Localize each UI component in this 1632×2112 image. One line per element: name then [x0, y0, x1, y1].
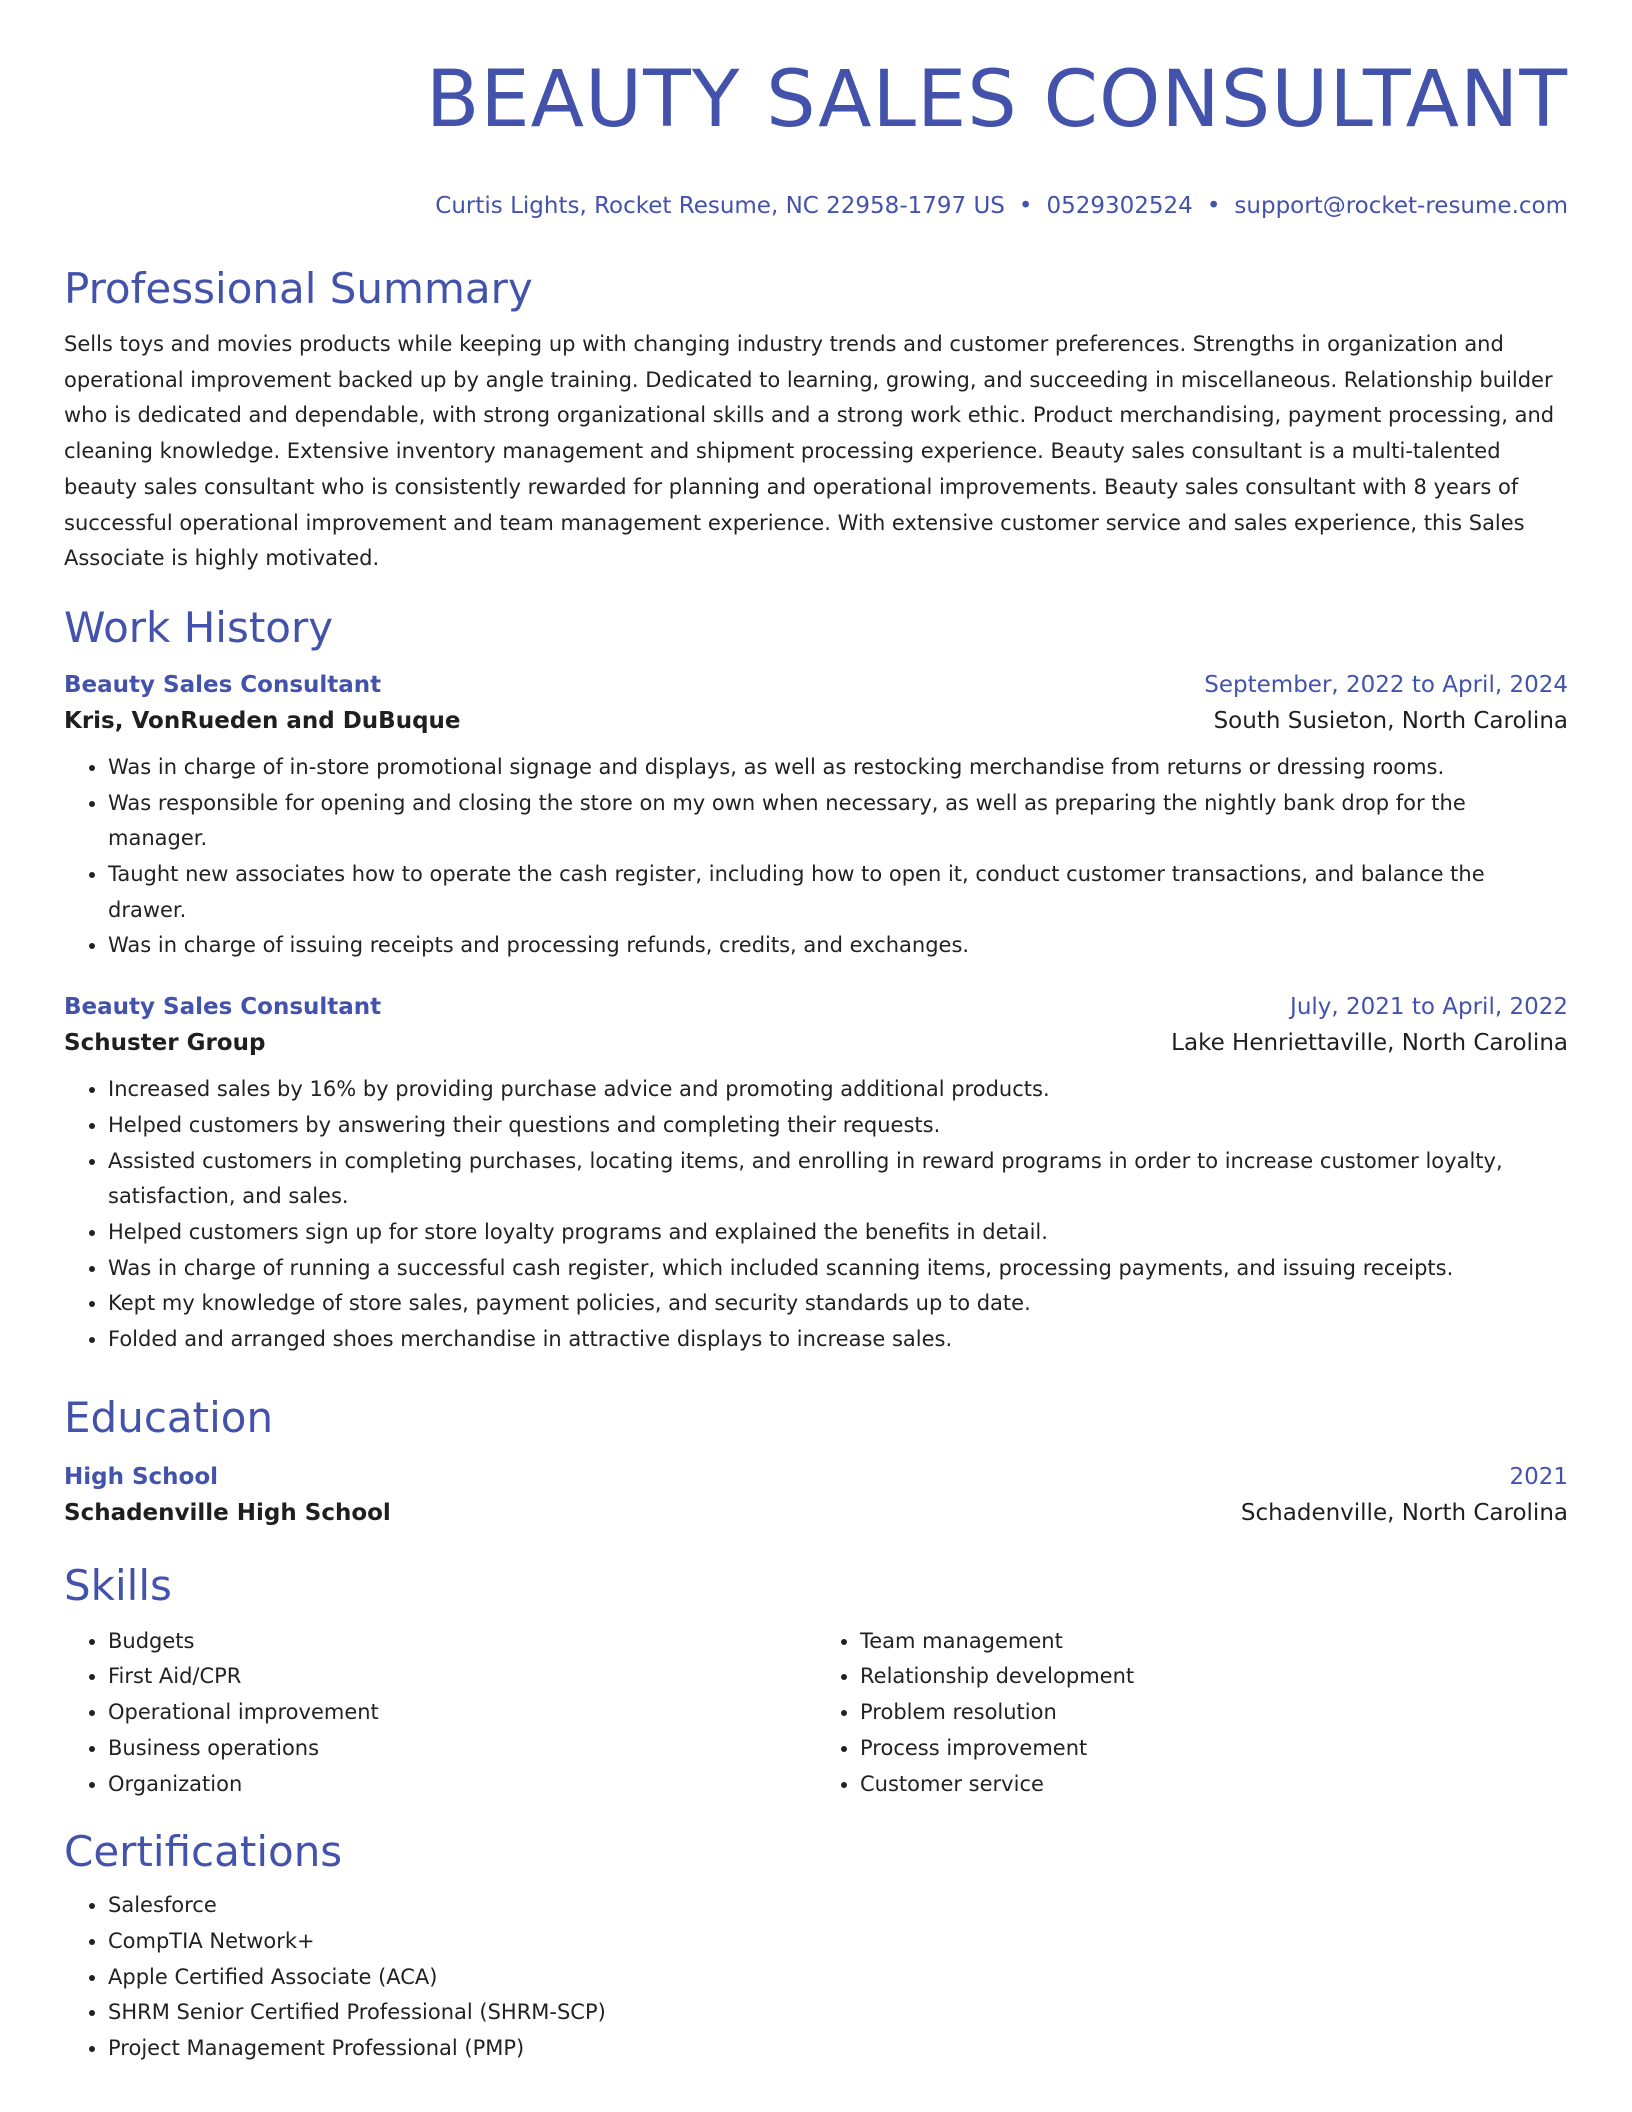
job-dates: July, 2021 to April, 2022: [1290, 994, 1568, 1021]
degree: High School: [64, 1463, 219, 1490]
contact-separator: •: [1018, 193, 1033, 219]
skills-column-left: [64, 1624, 816, 1803]
section-title-work-history: Work History: [64, 602, 334, 652]
graduation-year: 2021: [1509, 1463, 1568, 1490]
job-title: Beauty Sales Consultant: [64, 671, 382, 698]
contact-line: [64, 190, 1568, 222]
school-location: Schadenville, North Carolina: [1240, 1499, 1568, 1526]
skill-item: • Budgets: [108, 1624, 816, 1660]
job-bullets: [64, 750, 1568, 964]
candidate-title: BEAUTY SALES CONSULTANT: [425, 55, 1568, 145]
job-bullet: • Folded and arranged shoes merchandise in attractive displays to increase sales.: [108, 1322, 1568, 1358]
section-title-summary: Professional Summary: [64, 264, 533, 313]
job-bullet: • Was responsible for opening and closing the store on my own when necessary, as well as preparing the nightly bank drop for the manager.: [108, 786, 1568, 857]
certification-item: • Project Management Professional (PMP): [108, 2031, 1568, 2067]
job-location: South Susieton, North Carolina: [1213, 707, 1568, 734]
job-bullet: • Increased sales by 16% by providing purchase advice and promoting additional products.: [108, 1072, 1568, 1108]
certification-item: • CompTIA Network+: [108, 1924, 1568, 1960]
company-row: [64, 1024, 1568, 1062]
job-bullet: • Assisted customers in completing purchases, locating items, and enrolling in reward programs in order to increase customer loyalty, satisfaction, and sales.: [108, 1144, 1568, 1215]
job-title-row: [64, 990, 1568, 1024]
certifications-list: [64, 1888, 1568, 2067]
job-bullet: • Was in charge of in-store promotional signage and displays, as well as restocking merchandise from returns or dressing rooms.: [108, 750, 1568, 786]
job-location: Lake Henriettaville, North Carolina: [1171, 1030, 1568, 1057]
education-entry: [64, 1460, 1568, 1532]
company-name: Schuster Group: [64, 1030, 266, 1057]
job-title-row: [64, 668, 1568, 702]
skill-item: • Team management: [860, 1624, 1568, 1660]
job-entry: [64, 990, 1568, 1358]
section-title-education: Education: [64, 1392, 274, 1442]
certification-item: • Salesforce: [108, 1888, 1568, 1924]
skill-item: • Customer service: [860, 1767, 1568, 1803]
skill-item: • First Aid/CPR: [108, 1659, 816, 1695]
job-bullet: • Helped customers sign up for store loyalty programs and explained the benefits in detail.: [108, 1215, 1568, 1251]
job-title: Beauty Sales Consultant: [64, 994, 382, 1021]
job-bullet: • Taught new associates how to operate the cash register, including how to open it, conduct customer transactions, and balance the drawer.: [108, 857, 1568, 928]
skill-item: • Operational improvement: [108, 1695, 816, 1731]
contact-phone: 0529302524: [1046, 193, 1193, 219]
skill-item: • Organization: [108, 1767, 816, 1803]
contact-separator: •: [1206, 193, 1221, 219]
job-bullet: • Was in charge of running a successful cash register, which included scanning items, processing payments, and issuing receipts.: [108, 1251, 1568, 1287]
section-title-skills: Skills: [64, 1560, 172, 1610]
school-name: Schadenville High School: [64, 1499, 391, 1526]
job-dates: September, 2022 to April, 2024: [1204, 671, 1568, 698]
contact-email: support@rocket-resume.com: [1234, 193, 1568, 219]
skill-item: • Problem resolution: [860, 1695, 1568, 1731]
resume-header: [64, 52, 1568, 222]
certification-item: • SHRM Senior Certified Professional (SHRM-SCP): [108, 1995, 1568, 2031]
contact-address: Curtis Lights, Rocket Resume, NC 22958-1797 US: [435, 193, 1005, 219]
skill-item: • Business operations: [108, 1731, 816, 1767]
skills-column-right: [816, 1624, 1568, 1803]
school-row: [64, 1494, 1568, 1532]
job-bullet: • Helped customers by answering their questions and completing their requests.: [108, 1108, 1568, 1144]
skill-item: • Process improvement: [860, 1731, 1568, 1767]
job-entry: [64, 668, 1568, 964]
summary-paragraph: Sells toys and movies products while keeping up with changing industry trends and customer preferences. Strengths in organization and operational improvement backed up by angle training. Dedicated to learning, growing, and succeeding in miscellaneous. Relationship builder who is dedicated and dependable, with strong organizational skills and a strong work ethic. Product merchandising, payment processing, and cleaning knowledge. Extensive inventory management and shipment processing experience. Beauty sales consultant is a multi-talented beauty sales consultant who is consistently rewarded for planning and operational improvements. Beauty sales consultant with 8 years of successful operational improvement and team management experience. With extensive customer service and sales experience, this Sales Associate is highly motivated.: [64, 332, 1555, 571]
skill-item: • Relationship development: [860, 1659, 1568, 1695]
company-row: [64, 702, 1568, 740]
job-bullets: [64, 1072, 1568, 1358]
company-name: Kris, VonRueden and DuBuque: [64, 707, 461, 734]
certification-item: • Apple Certified Associate (ACA): [108, 1960, 1568, 1996]
skills-grid: [64, 1624, 1568, 1803]
job-bullet: • Kept my knowledge of store sales, payment policies, and security standards up to date.: [108, 1286, 1568, 1322]
degree-row: [64, 1460, 1568, 1494]
section-title-certifications: Certifications: [64, 1827, 343, 1877]
job-bullet: • Was in charge of issuing receipts and processing refunds, credits, and exchanges.: [108, 928, 1568, 964]
